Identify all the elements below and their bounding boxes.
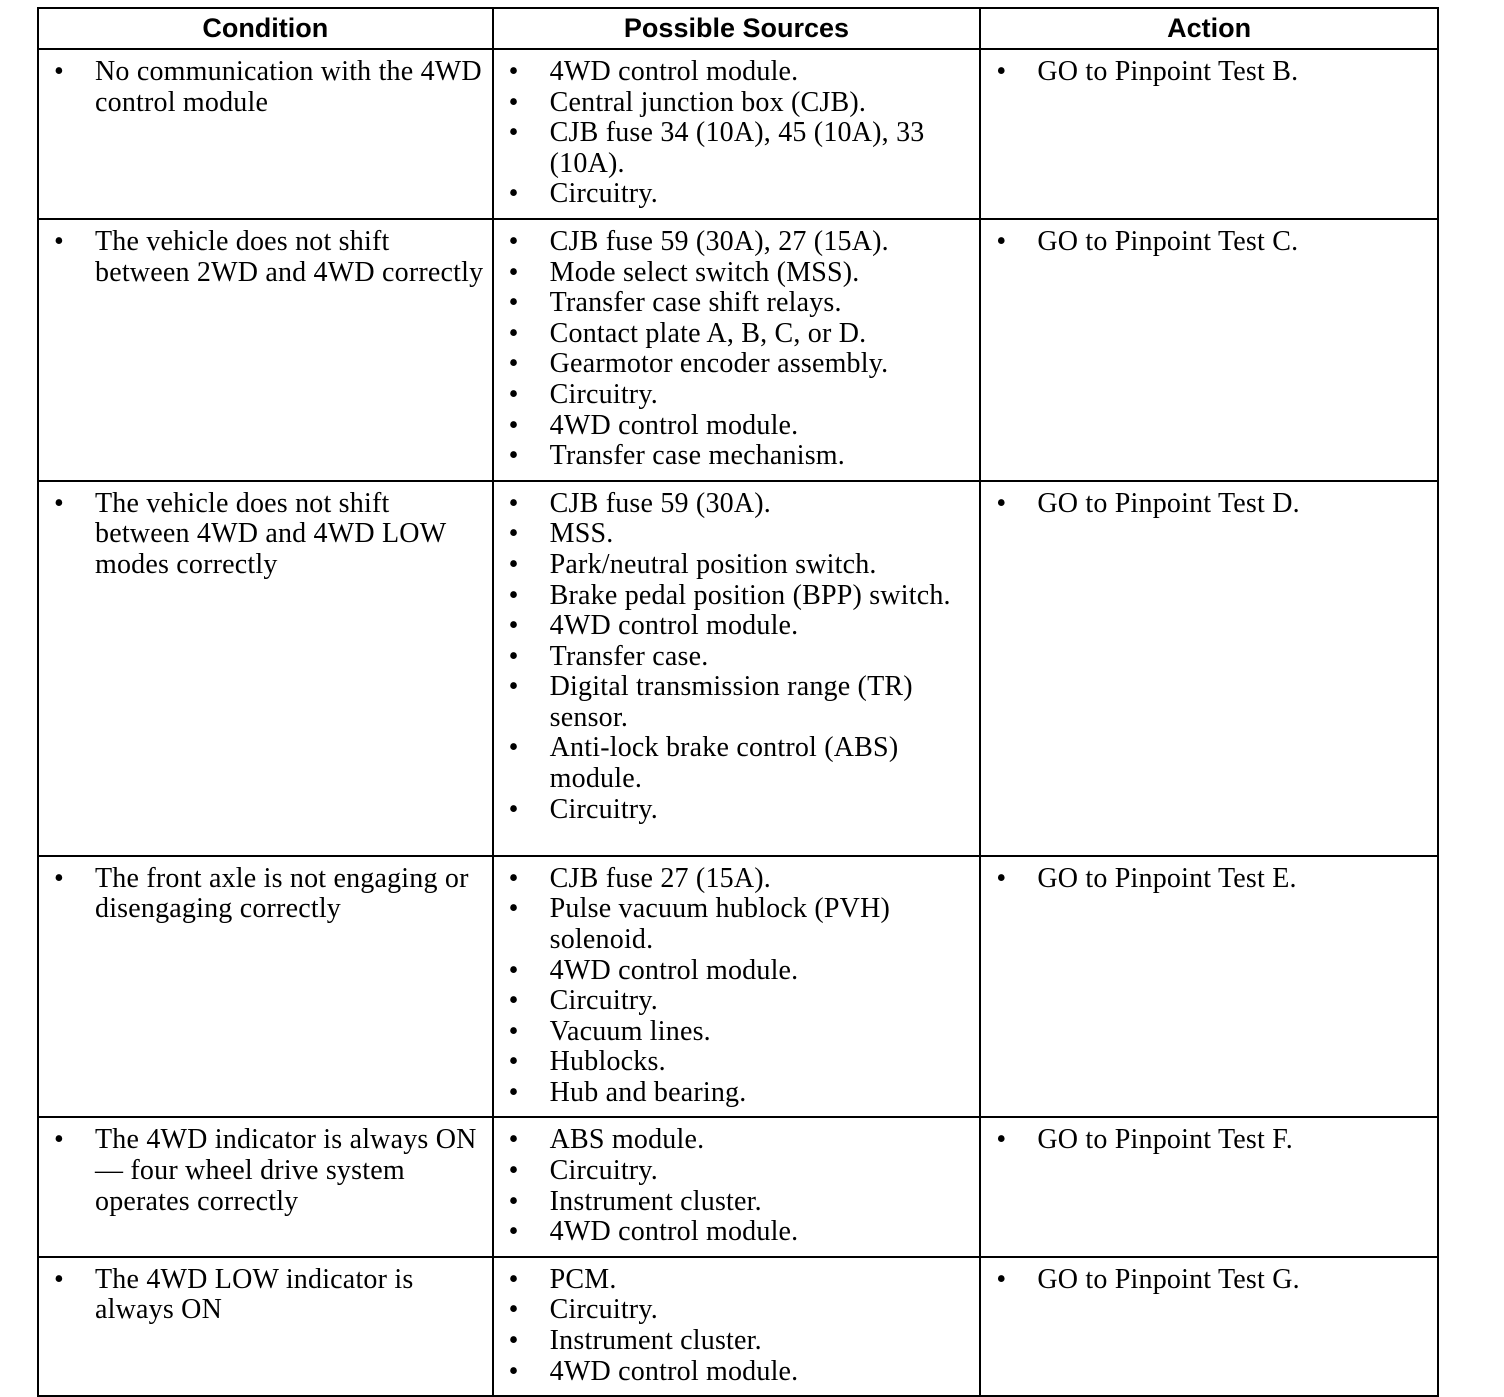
action-text: • GO to Pinpoint Test G. [981,1265,1435,1296]
action-text: • GO to Pinpoint Test C. [981,227,1435,258]
sources-cell [493,49,981,219]
source-item: • Circuitry. [494,986,978,1017]
table-row [38,856,1438,1118]
source-item: • Park/neutral position switch. [494,550,978,581]
source-item: • Brake pedal position (BPP) switch. [494,581,978,612]
source-item: • 4WD control module. [494,1357,978,1388]
condition-cell [38,49,493,219]
condition-cell [38,856,493,1118]
source-item: • 4WD control module. [494,1217,978,1248]
sources-cell [493,1117,981,1256]
source-item: • Anti-lock brake control (ABS) module. [494,733,978,794]
source-item: • Circuitry. [494,1156,978,1187]
source-item: • MSS. [494,519,978,550]
source-item: • Instrument cluster. [494,1187,978,1218]
action-text: • GO to Pinpoint Test D. [981,489,1435,520]
action-cell [980,481,1438,856]
header-row [38,8,1438,49]
source-item: • Transfer case mechanism. [494,441,978,472]
source-item: • Gearmotor encoder assembly. [494,349,978,380]
condition-text: • The vehicle does not shift between 2WD and 4WD correctly [39,227,490,288]
source-item: • Circuitry. [494,380,978,411]
table-row [38,1257,1438,1396]
source-item: • Mode select switch (MSS). [494,258,978,289]
source-item: • 4WD control module. [494,956,978,987]
source-item: • Circuitry. [494,1295,978,1326]
action-text: • GO to Pinpoint Test E. [981,864,1435,895]
action-cell [980,49,1438,219]
condition-text: • The 4WD LOW indicator is always ON [39,1265,490,1326]
action-text: • GO to Pinpoint Test B. [981,57,1435,88]
source-item: • CJB fuse 27 (15A). [494,864,978,895]
source-item: • Central junction box (CJB). [494,88,978,119]
condition-text: • The vehicle does not shift between 4WD and 4WD LOW modes correctly [39,489,490,581]
source-item: • 4WD control module. [494,57,978,88]
sources-cell [493,856,981,1118]
source-item: • Digital transmission range (TR) sensor. [494,672,978,733]
source-item: • 4WD control module. [494,611,978,642]
source-item: • Circuitry. [494,795,978,826]
source-item: • Contact plate A, B, C, or D. [494,319,978,350]
source-item: • Hub and bearing. [494,1078,978,1109]
source-item: • 4WD control module. [494,411,978,442]
sources-cell [493,1257,981,1396]
table-row [38,481,1438,856]
source-item: • Transfer case shift relays. [494,288,978,319]
action-cell [980,1117,1438,1256]
sources-cell [493,481,981,856]
condition-cell [38,1257,493,1396]
header-possible-sources: Possible Sources [493,8,981,49]
source-item: • Instrument cluster. [494,1326,978,1357]
source-item: • ABS module. [494,1125,978,1156]
action-cell [980,856,1438,1118]
source-item: • PCM. [494,1265,978,1296]
condition-text: • No communication with the 4WD control module [39,57,490,118]
condition-text: • The front axle is not engaging or disengaging correctly [39,864,490,925]
condition-cell [38,481,493,856]
condition-cell [38,219,493,481]
diagnosis-table [37,7,1439,1397]
table-row [38,219,1438,481]
source-item: • CJB fuse 59 (30A). [494,489,978,520]
action-cell [980,219,1438,481]
header-action: Action [980,8,1438,49]
action-text: • GO to Pinpoint Test F. [981,1125,1435,1156]
source-item: • Circuitry. [494,179,978,210]
source-item: • CJB fuse 59 (30A), 27 (15A). [494,227,978,258]
sources-cell [493,219,981,481]
condition-cell [38,1117,493,1256]
source-item: • Pulse vacuum hublock (PVH) solenoid. [494,894,978,955]
table-row [38,1117,1438,1256]
header-condition: Condition [38,8,493,49]
table-row [38,49,1438,219]
source-item: • CJB fuse 34 (10A), 45 (10A), 33 (10A). [494,118,978,179]
source-item: • Transfer case. [494,642,978,673]
action-cell [980,1257,1438,1396]
source-item: • Vacuum lines. [494,1017,978,1048]
condition-text: • The 4WD indicator is always ON — four wheel drive system operates correctly [39,1125,490,1217]
source-item: • Hublocks. [494,1047,978,1078]
